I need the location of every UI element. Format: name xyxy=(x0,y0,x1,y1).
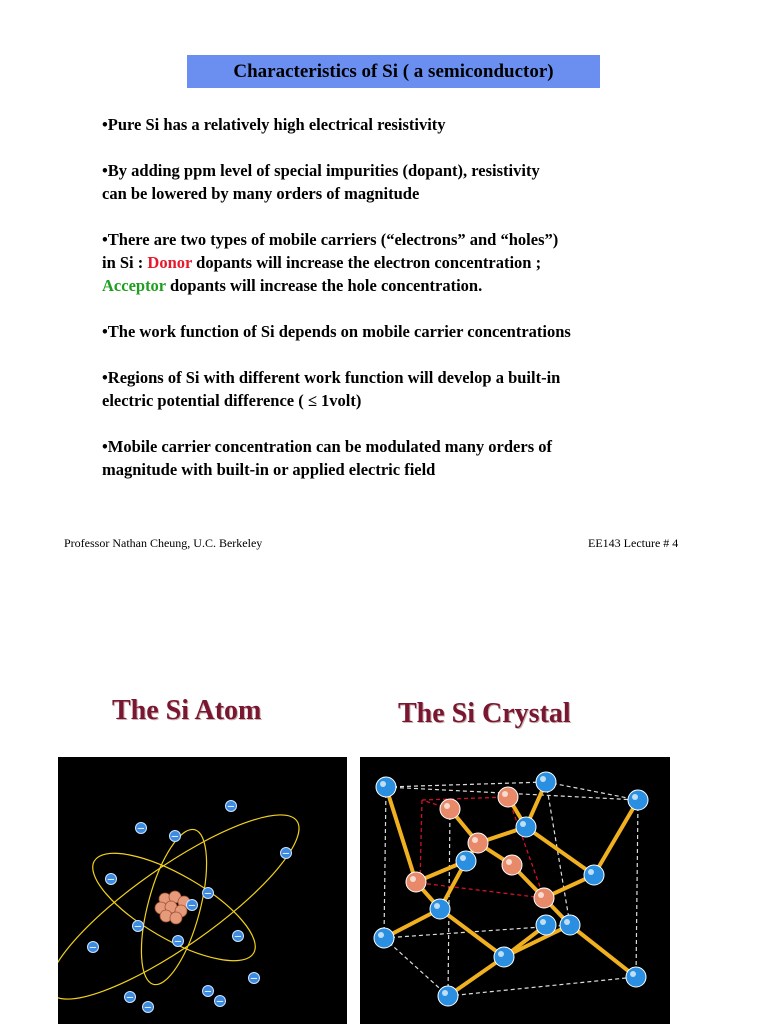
si-atom-highlight xyxy=(442,990,448,996)
bullet-carriers-line2-post: dopants will increase the electron concentration ; xyxy=(192,253,542,272)
si-atom-svg xyxy=(58,757,347,1024)
donor-label: Donor xyxy=(147,253,193,272)
footer-author: Professor Nathan Cheung, U.C. Berkeley xyxy=(64,536,263,550)
si-atom-inner-highlight xyxy=(410,876,416,882)
footer-lecture-number: EE143 Lecture # 4 xyxy=(588,536,679,550)
bullet-doping-line1: •By adding ppm level of special impurities (dopant), resistivity xyxy=(102,161,540,180)
electron-charge-label: − xyxy=(125,992,135,1004)
si-atom-highlight xyxy=(460,855,466,861)
si-atom-inner xyxy=(406,872,426,892)
si-crystal-svg xyxy=(360,757,670,1024)
si-atom-highlight xyxy=(520,821,526,827)
bullet-carriers-line2-pre: in Si : xyxy=(102,253,148,272)
si-atom-highlight xyxy=(378,932,384,938)
electron-charge-label: − xyxy=(249,973,259,985)
si-atom-highlight xyxy=(498,951,504,957)
si-atom xyxy=(516,817,536,837)
si-atom-highlight xyxy=(632,794,638,800)
si-crystal-illustration xyxy=(360,757,670,1024)
bullet-carriers-line3-post: dopants will increase the hole concentration. xyxy=(165,276,483,295)
si-atom xyxy=(584,865,604,885)
bullet-work-function: •The work function of Si depends on mobile carrier concentrations xyxy=(102,322,571,341)
electron-charge-label: − xyxy=(187,900,197,912)
bullet-doping xyxy=(102,159,702,205)
si-atom-inner xyxy=(440,799,460,819)
si-atom xyxy=(560,915,580,935)
si-atom-inner xyxy=(498,787,518,807)
electron-charge-label: − xyxy=(203,986,213,998)
electron-charge-label: − xyxy=(233,931,243,943)
si-atom-inner xyxy=(534,888,554,908)
bullet-built-in-potential xyxy=(102,366,702,412)
si-atom-highlight xyxy=(434,903,440,909)
bullet-built-in-line1: •Regions of Si with different work function will develop a built-in xyxy=(102,368,561,387)
si-atom-inner xyxy=(502,855,522,875)
si-atom xyxy=(494,947,514,967)
bullet-doping-line2: can be lowered by many orders of magnitude xyxy=(102,184,420,203)
heading-si-crystal: The Si Crystal xyxy=(398,698,571,729)
electron-charge-label: − xyxy=(203,888,213,900)
si-atom xyxy=(374,928,394,948)
electrons xyxy=(88,801,292,1014)
si-atom-highlight xyxy=(588,869,594,875)
electron-charge-label: − xyxy=(136,823,146,835)
nucleus xyxy=(155,891,190,924)
si-atom-inner-highlight xyxy=(472,837,478,843)
electron-charge-label: − xyxy=(88,942,98,954)
si-atom xyxy=(536,772,556,792)
si-atom-highlight xyxy=(540,776,546,782)
bullet-list xyxy=(102,113,702,504)
si-atom-inner-highlight xyxy=(444,803,450,809)
electron-charge-label: − xyxy=(170,831,180,843)
electron-charge-label: − xyxy=(215,996,225,1008)
bullet-modulation-line2: magnitude with built-in or applied electric field xyxy=(102,460,436,479)
bullet-high-resistivity: •Pure Si has a relatively high electrical resistivity xyxy=(102,115,446,134)
bullet-modulation xyxy=(102,435,702,481)
bullet-built-in-line2: electric potential difference ( ≤ 1volt) xyxy=(102,391,362,410)
si-atom-inner-highlight xyxy=(502,791,508,797)
si-atom-highlight xyxy=(630,971,636,977)
si-atom xyxy=(376,777,396,797)
electron-charge-label: − xyxy=(143,1002,153,1014)
bullet-carriers xyxy=(102,228,702,297)
electron-charge-label: − xyxy=(281,848,291,860)
bullet-carriers-line1: •There are two types of mobile carriers (“electrons” and “holes”) xyxy=(102,230,559,249)
acceptor-label: Acceptor xyxy=(102,276,166,295)
si-atom xyxy=(438,986,458,1006)
si-atom-inner-highlight xyxy=(506,859,512,865)
si-atom-highlight xyxy=(564,919,570,925)
electron-charge-label: − xyxy=(173,936,183,948)
heading-si-atom: The Si Atom xyxy=(112,695,262,726)
si-atom-highlight xyxy=(540,919,546,925)
si-atom-inner-highlight xyxy=(538,892,544,898)
si-atom xyxy=(536,915,556,935)
si-atom xyxy=(456,851,476,871)
si-atom xyxy=(430,899,450,919)
si-atom-inner xyxy=(468,833,488,853)
si-atom-illustration xyxy=(58,757,347,1024)
si-atom xyxy=(628,790,648,810)
si-atom-highlight xyxy=(380,781,386,787)
electron-charge-label: − xyxy=(106,874,116,886)
slide-title: Characteristics of Si ( a semiconductor) xyxy=(187,55,600,88)
bullet-modulation-line1: •Mobile carrier concentration can be modulated many orders of xyxy=(102,437,552,456)
si-atom xyxy=(626,967,646,987)
electron-charge-label: − xyxy=(226,801,236,813)
electron-charge-label: − xyxy=(133,921,143,933)
